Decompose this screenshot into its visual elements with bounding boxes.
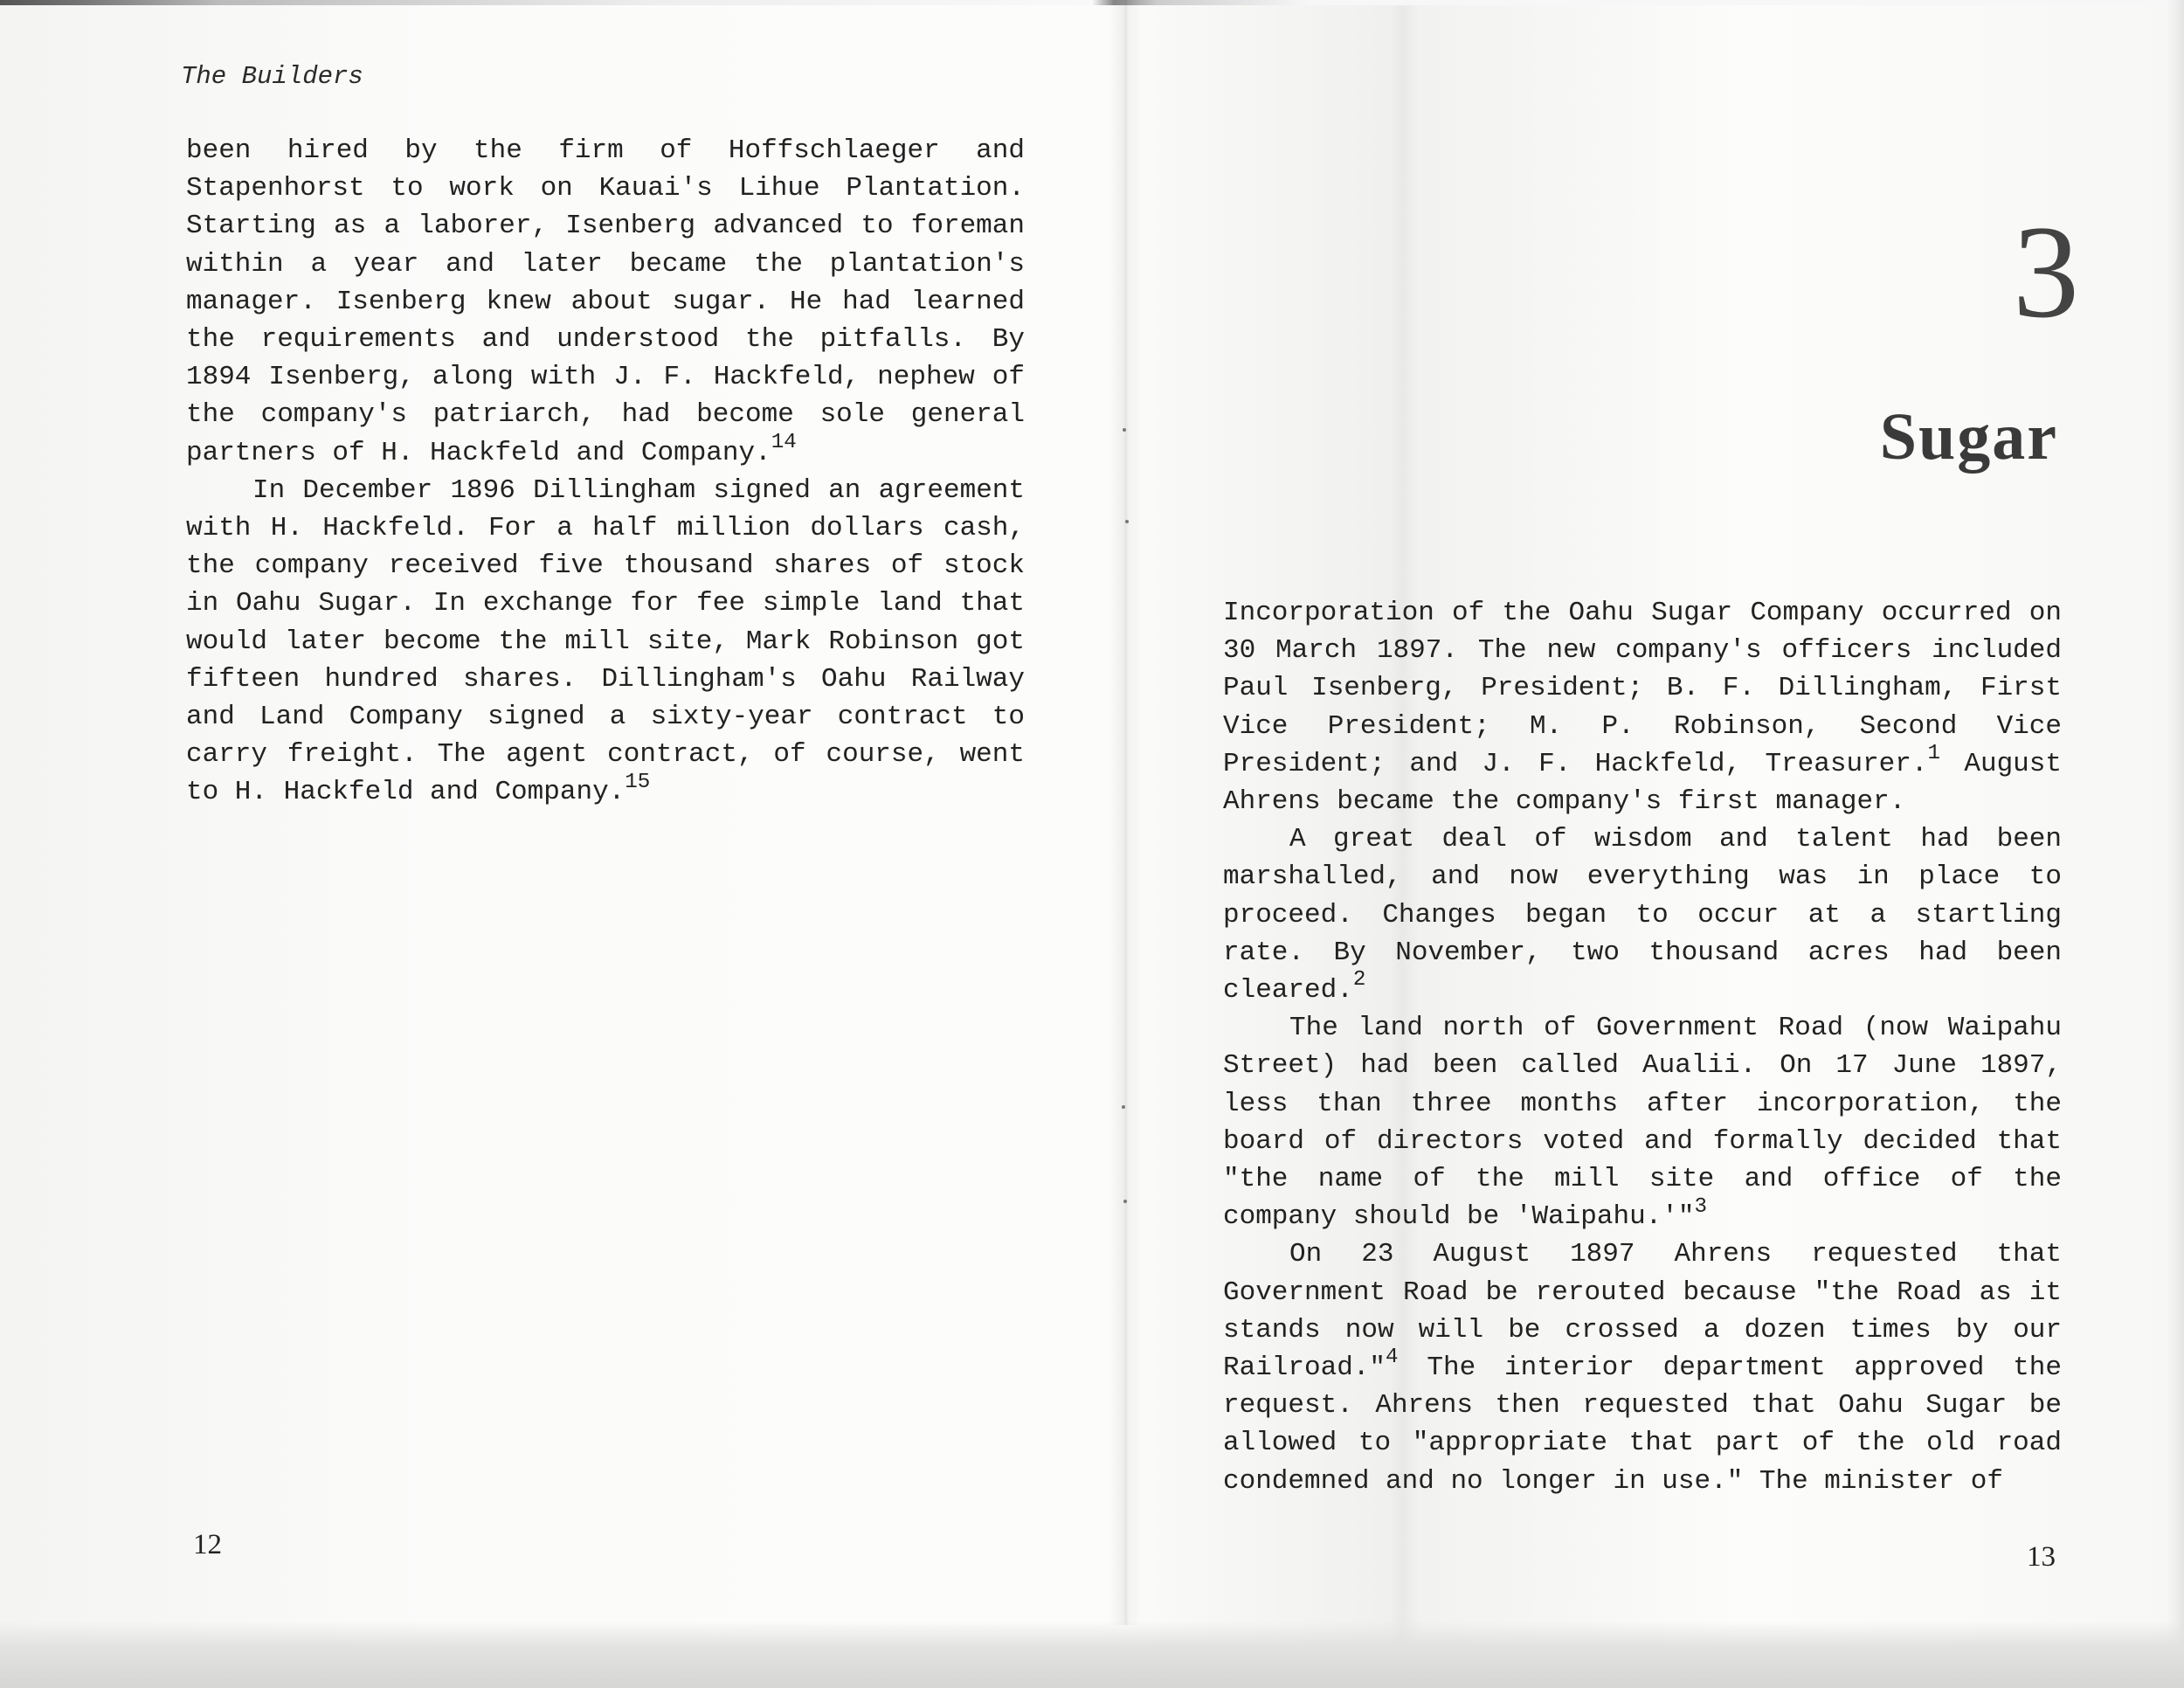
- paragraph: [186, 472, 1025, 812]
- page-number: 13: [2027, 1541, 2056, 1573]
- right-page-body: [1223, 594, 2062, 1500]
- paragraph-text: A great deal of wisdom and talent had been marshalled, and now everything was in place to proceed. Changes began to occur at a startling rate. By November, two thousand acres had been cleared.: [1223, 824, 2062, 1007]
- left-page-body: [186, 132, 1025, 812]
- paragraph: [1223, 1009, 2062, 1235]
- chapter-number: 3: [2013, 198, 2079, 345]
- paragraph: [186, 132, 1025, 472]
- footnote-ref: 15: [625, 770, 651, 794]
- paragraph-text: The interior department approved the request. Ahrens then requested that Oahu Sugar be allowed to "appropriate that part of the old road condemned and no longer in use." The minister of: [1223, 1352, 2062, 1497]
- paragraph-text: The land north of Government Road (now Waipahu Street) had been called Aualii. On 17 June 1897, less than three months after incorporation, the board of directors voted and formally decided that "the name of the mill site and office of the company should be 'Waipahu.'": [1223, 1013, 2062, 1233]
- paragraph: [1223, 1235, 2062, 1499]
- page-number: 12: [193, 1529, 222, 1560]
- paragraph: [1223, 594, 2062, 820]
- footnote-ref: 1: [1927, 742, 1941, 766]
- footnote-ref: 4: [1386, 1346, 1399, 1370]
- paragraph-text: Incorporation of the Oahu Sugar Company occurred on 30 March 1897. The new company's officers included Paul Isenberg, President; B. F. Dillingham, First Vice President; M. P. Robinson, Second Vice President; and J. F. Hackfeld, Treasurer.: [1223, 598, 2062, 779]
- footnote-ref: 14: [771, 430, 797, 454]
- paragraph-text: been hired by the firm of Hoffschlaeger and Stapenhorst to work on Kauai's Lihue Plantation. Starting as a laborer, Isenberg advanced to foreman within a year and later became the plantation's manager. Isenberg knew about sugar. He had learned the requirements and understood the pitfalls. By 1894 Isenberg, along with J. F. Hackfeld, nephew of the company's patriarch, had become sole general partners of H. Hackfeld and Company.: [186, 135, 1025, 468]
- paragraph-text: In December 1896 Dillingham signed an agreement with H. Hackfeld. For a half million dollars cash, the company received five thousand shares of stock in Oahu Sugar. In exchange for fee simple land that would later become the mill site, Mark Robinson got fifteen hundred shares. Dillingham's Oahu Railway and Land Company signed a sixty-year contract to carry freight. The agent contract, of course, went to H. Hackfeld and Company.: [186, 474, 1025, 808]
- footnote-ref: 3: [1694, 1194, 1708, 1219]
- footnote-ref: 2: [1352, 968, 1366, 993]
- paragraph-text: On 23 August 1897 Ahrens requested that Government Road be rerouted because "the Road as it stands now will be crossed a dozen times by our Railroad.": [1223, 1239, 2062, 1384]
- running-head: The Builders: [181, 62, 363, 91]
- paragraph-text: August Ahrens became the company's first manager.: [1223, 748, 2062, 818]
- chapter-title: Sugar: [1879, 400, 2058, 474]
- paragraph: [1223, 820, 2062, 1009]
